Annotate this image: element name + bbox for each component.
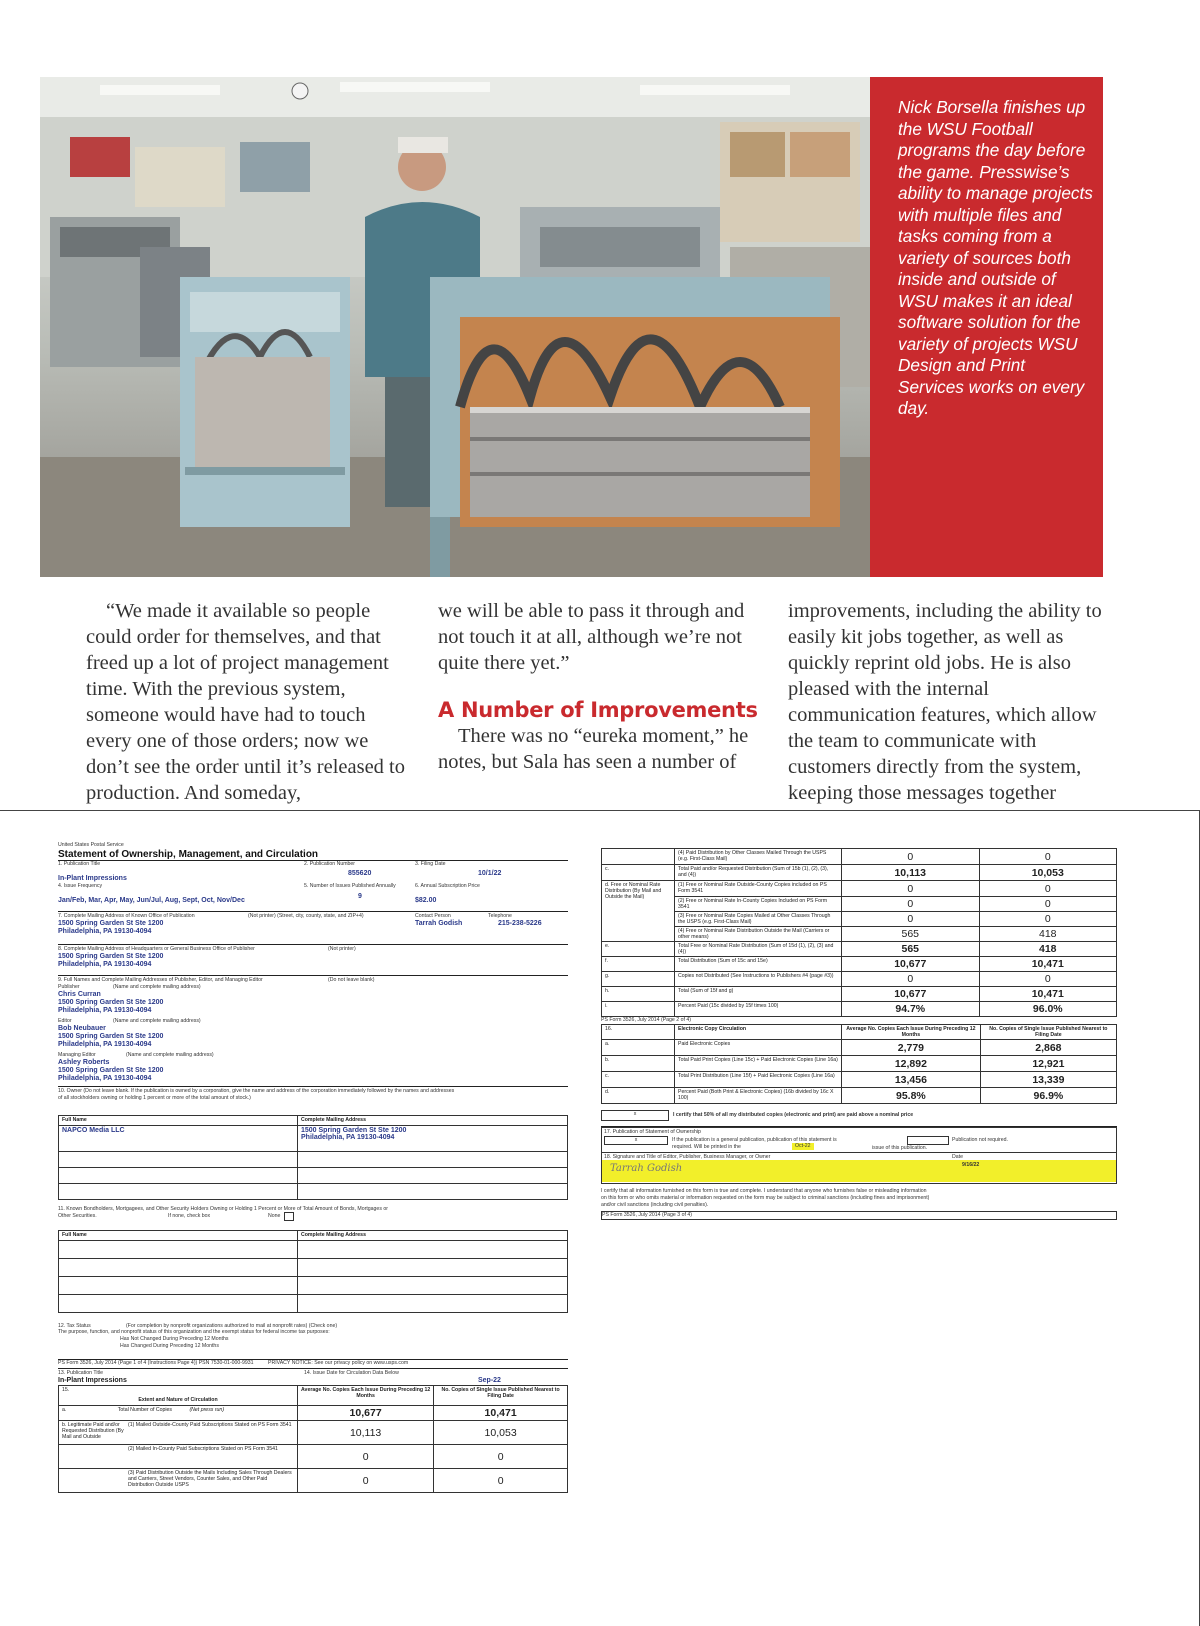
g-avg: 0: [842, 972, 980, 987]
label-date: Date: [952, 1154, 963, 1160]
owner-col-name: Full Name: [59, 1116, 298, 1126]
issue-printed: Oct-22: [792, 1143, 814, 1150]
b4-label: [602, 849, 675, 865]
publisher-address-2: Philadelphia, PA 19130-4094: [58, 1007, 152, 1014]
label-editor-note: (Name and complete mailing address): [113, 1018, 201, 1024]
b4-single: 0: [979, 849, 1117, 865]
eb-single: 12,921: [980, 1056, 1116, 1072]
article-column-2: [438, 598, 773, 775]
label-publisher: Publisher: [58, 984, 80, 990]
b3-single: 0: [434, 1469, 568, 1493]
certify50-text: I certify that 50% of all my distributed copies (electronic and print) are paid above a nominal price: [673, 1112, 914, 1118]
section-divider: [0, 810, 1200, 811]
article-column-1: [86, 598, 416, 806]
owner-instructions: 10. Owner (Do not leave blank. If the publication is owned by a corporation, give the name and address of the corporation immediately followed by the names and addresses of all stockholders owning or holding 1 percent or more of the total amount of stock.): [58, 1088, 455, 1101]
h-text: Total (Sum of 15f and g): [675, 987, 842, 1002]
ownership-statement-page-2: [601, 848, 1117, 1220]
d3-single: 0: [979, 912, 1117, 927]
g-single: 0: [979, 972, 1117, 987]
subscription-price: $82.00: [415, 897, 437, 904]
b1-single: 10,053: [434, 1421, 568, 1445]
bond-col-name: Full Name: [59, 1231, 298, 1241]
b1-avg: 10,113: [298, 1421, 434, 1445]
label-managing-note: (Name and complete mailing address): [126, 1052, 214, 1058]
bond-col-address: Complete Mailing Address: [298, 1231, 568, 1241]
if-none-label: If none, check box: [168, 1213, 211, 1219]
electronic-copy-table: 16. Electronic Copy Circulation Average No. Copies Each Issue During Preceding 12 Months No. Copies of Single Issue Published Nearest to Filing Date a. Paid Electronic Copies 2,779 2,868 b. Total Paid Print Copies (Line 15c) + Paid Electronic Copies (Line 16a) 12,892 12,921 c. Total Print Distribution (Line 15f) + Paid Electronic Copies (Line 16a) 13,456 13,339 d. Percent Paid (Both Print & Electronic Copies) (16b divided by 16c X 100) 95.8% 96.9%: [601, 1024, 1117, 1104]
b2-avg: 0: [298, 1445, 434, 1469]
office-address-2: Philadelphia, PA 19130-4094: [58, 928, 152, 935]
f-text: Total Distribution (Sum of 15c and 15e): [675, 957, 842, 972]
label-office: 7. Complete Mailing Address of Known Office of Publication: [58, 913, 195, 919]
pub-title: In-Plant Impressions: [58, 875, 127, 882]
g-text: Copies not Distributed (See Instructions to Publishers #4 (page #3)): [675, 972, 842, 987]
label-price: 6. Annual Subscription Price: [415, 883, 480, 889]
e-text: Total Free or Nominal Rate Distribution (Sum of 15d (1), (2), (3) and (4)): [675, 942, 842, 957]
circ-row-b2: (2) Mailed In-County Paid Subscriptions Stated on PS Form 3541: [59, 1445, 298, 1469]
label-publisher-note: (Name and complete mailing address): [113, 984, 201, 990]
f-avg: 10,677: [842, 957, 980, 972]
d2-text: (2) Free or Nominal Rate In-County Copies Included on PS Form 3541: [675, 897, 842, 912]
hq-address-1: 1500 Spring Garden St Ste 1200: [58, 953, 164, 960]
label-editor: Editor: [58, 1018, 72, 1024]
label-managing-editor: Managing Editor: [58, 1052, 96, 1058]
label-headquarters: 8. Complete Mailing Address of Headquarters or General Business Office of Publisher: [58, 946, 255, 952]
b4-text: (4) Paid Distribution by Other Classes Mailed Through the USPS (e.g. First-Class Mail): [675, 849, 842, 865]
c-text: Total Paid and/or Requested Distribution (Sum of 15b (1), (2), (3), and (4)): [675, 865, 842, 881]
article-col1-text: “We made it available so people could order for themselves, and that freed up a lot of project management time. With the previous system, someone would have had to touch every one of those orders; now we don’t see the order until it’s released to production. And someday,: [86, 600, 405, 804]
d4-avg: 565: [842, 927, 980, 942]
ec-avg: 13,456: [842, 1072, 981, 1088]
label-publication-statement: 17. Publication of Statement of Ownership: [604, 1129, 701, 1135]
issue-frequency: Jan/Feb, Mar, Apr, May, Jun/Jul, Aug, Sept, Oct, Nov/Dec: [58, 897, 245, 904]
d4-text: (4) Free or Nominal Rate Distribution Outside the Mail (Carriers or other means): [675, 927, 842, 942]
label-office-note: (Not printer) (Street, city, county, state, and ZIP+4): [248, 913, 364, 919]
signature-date: 9/16/22: [962, 1162, 980, 1168]
ps-form-page-3: PS Form 3526, July 2014 (Page 3 of 4): [601, 1211, 1117, 1220]
bondholder-table: [58, 1230, 568, 1313]
eb-text: Total Paid Print Copies (Line 15c) + Paid Electronic Copies (Line 16a): [675, 1056, 842, 1072]
i-single: 96.0%: [979, 1002, 1117, 1017]
press-room-illustration: [40, 77, 870, 577]
circ-hdr-extent: 15. Extent and Nature of Circulation: [59, 1386, 298, 1406]
article-col3-text: improvements, including the ability to easily kit jobs together, as well as quickly reprint old jobs. He is also pleased with the internal communication features, which allow the team to communicate with customers directly from the system, keeping those messages together: [788, 600, 1102, 804]
article-col2-bottom: There was no “eureka moment,” he notes, but Sala has seen a number of: [438, 725, 749, 773]
issue-date-14: Sep-22: [478, 1377, 501, 1384]
circ-hdr-single: No. Copies of Single Issue Published Nearest to Filing Date: [434, 1386, 568, 1406]
signature: Tarrah Godish: [610, 1163, 683, 1174]
not-required-checkbox[interactable]: [907, 1136, 949, 1145]
bondholders-label: 11. Known Bondholders, Mortgagees, and Other Security Holders Owning or Holding 1 Percent or More of Total Amount of Bonds, Mortgages or Other Securities.: [58, 1206, 388, 1219]
section-heading: A Number of Improvements: [438, 698, 758, 722]
agency-name: United States Postal Service: [58, 842, 124, 848]
owner-address-1: 1500 Spring Garden St Ste 1200: [301, 1127, 407, 1134]
label-not-printer: (Not printer): [328, 946, 356, 952]
contact-person: Tarrah Godish: [415, 920, 463, 927]
b2-single: 0: [434, 1445, 568, 1469]
photo-caption-box: [870, 77, 1103, 577]
publisher-name: Chris Curran: [58, 991, 101, 998]
circulation-table-1: [58, 1385, 568, 1493]
statement-required-text: If the publication is a general publication, publication of this statement is required. Will be printed in the: [672, 1137, 837, 1150]
photo-caption: Nick Borsella finishes up the WSU Football programs the day before the game. Presswise’s ability to manage projects with multiple files and tasks coming from a variety of sources both inside and outside of WSU makes it an ideal software solution for the variety of projects WSU Design and Print Services works on every day.: [898, 97, 1093, 418]
hq-address-2: Philadelphia, PA 19130-4094: [58, 961, 152, 968]
d1-text: (1) Free or Nominal Rate Outside-County Copies included on PS Form 3541: [675, 881, 842, 897]
pub-title-13: In-Plant Impressions: [58, 1377, 127, 1384]
d1-single: 0: [979, 881, 1117, 897]
certify50-checkbox[interactable]: x: [601, 1110, 669, 1121]
d-label: d. Free or Nominal Rate Distribution (By Mail and Outside the Mail): [602, 881, 675, 942]
managing-editor-name: Ashley Roberts: [58, 1059, 110, 1066]
filing-date: 10/1/22: [478, 870, 502, 877]
ea-text: Paid Electronic Copies: [675, 1040, 842, 1056]
i-text: Percent Paid (15c divided by 15f times 100): [675, 1002, 842, 1017]
tax-status-note: (For completion by nonprofit organizations authorized to mail at nonprofit rates) (Check one): [126, 1323, 338, 1329]
ec-text: Total Print Distribution (Line 15f) + Paid Electronic Copies (Line 16a): [675, 1072, 842, 1088]
managing-address-1: 1500 Spring Garden St Ste 1200: [58, 1067, 164, 1074]
statement-issue-text: issue of this publication.: [872, 1145, 928, 1151]
article-column-3: [788, 598, 1118, 806]
tax-status-label: 12. Tax Status: [58, 1323, 91, 1329]
privacy-notice: PRIVACY NOTICE: See our privacy policy on www.usps.com: [268, 1360, 409, 1366]
circ-row-a: a. Total Number of Copies (Net press run): [59, 1406, 298, 1421]
tax-changed: Has Changed During Preceding 12 Months: [120, 1343, 219, 1349]
c-avg: 10,113: [842, 865, 980, 881]
article-col2-top: we will be able to pass it through and not touch it at all, although we’re not quite there yet.”: [438, 600, 745, 674]
owner-name: NAPCO Media LLC: [62, 1127, 125, 1134]
label-signature: 18. Signature and Title of Editor, Publisher, Business Manager, or Owner: [604, 1154, 771, 1160]
ea-avg: 2,779: [842, 1040, 981, 1056]
pub-number: 855620: [348, 870, 372, 877]
owner-table: [58, 1115, 568, 1200]
e-avg: 565: [842, 942, 980, 957]
label-filing-date: 3. Filing Date: [415, 861, 446, 867]
ownership-statement-page-1: [58, 842, 568, 1493]
circ-row-b1: b. Legitimate Paid and/or Requested Distribution (By Mail and Outside (1) Mailed Outside-County Paid Subscriptions Stated on PS Form 3541: [59, 1421, 298, 1445]
b4-avg: 0: [842, 849, 980, 865]
label-telephone: Telephone: [488, 913, 512, 919]
publisher-address-1: 1500 Spring Garden St Ste 1200: [58, 999, 164, 1006]
label-issue-date-14: 14. Issue Date for Circulation Data Below: [304, 1370, 399, 1376]
circulation-table-2: (4) Paid Distribution by Other Classes Mailed Through the USPS (e.g. First-Class Mail) 0 0 c. Total Paid and/or Requested Distribution (Sum of 15b (1), (2), (3), and (4)) 10,113 10,053 d. Free or Nominal Rate Distribution (By Mail and Outside the Mail) (1) Free or Nominal Rate Outside-County Copies included on PS Form 3541 0 0 (2) Free or Nominal Rate In-County Copies Included on PS Form 3541 0 0 (3) Free or Nominal Rate Copies Mailed at Other Classes Through the USPS (e.g. First-Class Mail) 0 0 (4) Free or Nominal Rate Distribution Outside the Mail (Carriers or other means) 565 418 e. Total Free or Nominal Rate Distribution (Sum of 15d (1), (2), (3) and (4)) 565 418 f. Total Distribution (Sum of 15c and 15e) 10,677 10,471 g. Copies not Distributed (See Instructions to Publishers #4 (page #3)) 0 0 h. Total (Sum of 15f and g) 10,677 10,471 i. Percent Paid (15c divided by 15f times 100) 94.7% 96.0%: [601, 848, 1117, 1017]
circ-hdr-avg: Average No. Copies Each Issue During Preceding 12 Months: [298, 1386, 434, 1406]
f-single: 10,471: [979, 957, 1117, 972]
b3-avg: 0: [298, 1469, 434, 1493]
label-contact: Contact Person: [415, 913, 451, 919]
ea-single: 2,868: [980, 1040, 1116, 1056]
ecc-hdr-avg: Average No. Copies Each Issue During Preceding 12 Months: [842, 1025, 981, 1040]
ps-form-page-1: PS Form 3526, July 2014 (Page 1 of 4 (Instructions Page 4)) PSN 7530-01-000-9931: [58, 1360, 254, 1366]
telephone: 215-238-5226: [498, 920, 542, 927]
owner-address-2: Philadelphia, PA 19130-4094: [301, 1134, 395, 1141]
circ-row-b3: (3) Paid Distribution Outside the Mails Including Sales Through Dealers and Carriers, Street Vendors, Counter Sales, and Other Paid Distribution Outside USPS: [59, 1469, 298, 1493]
label-do-not-leave: (Do not leave blank): [328, 977, 375, 983]
a-single: 10,471: [434, 1406, 568, 1421]
none-label: None: [268, 1213, 281, 1219]
ecc-hdr-single: No. Copies of Single Issue Published Nearest to Filing Date: [980, 1025, 1116, 1040]
eb-avg: 12,892: [842, 1056, 981, 1072]
not-required-text: Publication not required.: [952, 1137, 1008, 1143]
h-avg: 10,677: [842, 987, 980, 1002]
certification-text: I certify that all information furnished on this form is true and complete. I understand that anyone who furnishes false or misleading information on this form or who omits material or information requested on the form may be subject to criminal sanctions (including fines and imprisonment) and/or civil sanctions (including civil penalties).: [601, 1188, 930, 1208]
ec-single: 13,339: [980, 1072, 1116, 1088]
label-pub-title-13: 13. Publication Title: [58, 1370, 103, 1376]
form-title: Statement of Ownership, Management, and Circulation: [58, 849, 319, 860]
d2-avg: 0: [842, 897, 980, 912]
ed-text: Percent Paid (Both Print & Electronic Copies) (16b divided by 16c X 100): [675, 1088, 842, 1104]
office-address-1: 1500 Spring Garden St Ste 1200: [58, 920, 164, 927]
h-single: 10,471: [979, 987, 1117, 1002]
d3-avg: 0: [842, 912, 980, 927]
statement-required-checkbox[interactable]: x: [604, 1136, 668, 1145]
d2-single: 0: [979, 897, 1117, 912]
issues-annually: 9: [358, 893, 362, 900]
e-single: 418: [979, 942, 1117, 957]
editor-address-1: 1500 Spring Garden St Ste 1200: [58, 1033, 164, 1040]
label-pub-number: 2. Publication Number: [304, 861, 356, 867]
ecc-header: Electronic Copy Circulation: [675, 1025, 842, 1040]
a-avg: 10,677: [298, 1406, 434, 1421]
ed-avg: 95.8%: [842, 1088, 981, 1104]
d1-avg: 0: [842, 881, 980, 897]
label-frequency: 4. Issue Frequency: [58, 883, 103, 889]
press-room-photo: [40, 77, 870, 577]
label-issues: 5. Number of Issues Published Annually: [304, 883, 396, 889]
tax-purpose: The purpose, function, and nonprofit status of this organization and the exempt status for federal income tax purposes:: [58, 1329, 330, 1335]
i-avg: 94.7%: [842, 1002, 980, 1017]
c-single: 10,053: [979, 865, 1117, 881]
d3-text: (3) Free or Nominal Rate Copies Mailed at Other Classes Through the USPS (e.g. First-Class Mail): [675, 912, 842, 927]
owner-col-address: Complete Mailing Address: [298, 1116, 568, 1126]
label-pub-title: 1. Publication Title: [58, 861, 101, 867]
editor-name: Bob Neubauer: [58, 1025, 106, 1032]
label-names: 9. Full Names and Complete Mailing Addresses of Publisher, Editor, and Managing Editor: [58, 977, 263, 983]
d4-single: 418: [979, 927, 1117, 942]
ed-single: 96.9%: [980, 1088, 1116, 1104]
none-checkbox[interactable]: [284, 1212, 294, 1221]
managing-address-2: Philadelphia, PA 19130-4094: [58, 1075, 152, 1082]
editor-address-2: Philadelphia, PA 19130-4094: [58, 1041, 152, 1048]
tax-not-changed: Has Not Changed During Preceding 12 Months: [120, 1336, 229, 1342]
ps-form-page-2: PS Form 3526, July 2014 (Page 2 of 4): [601, 1017, 691, 1023]
